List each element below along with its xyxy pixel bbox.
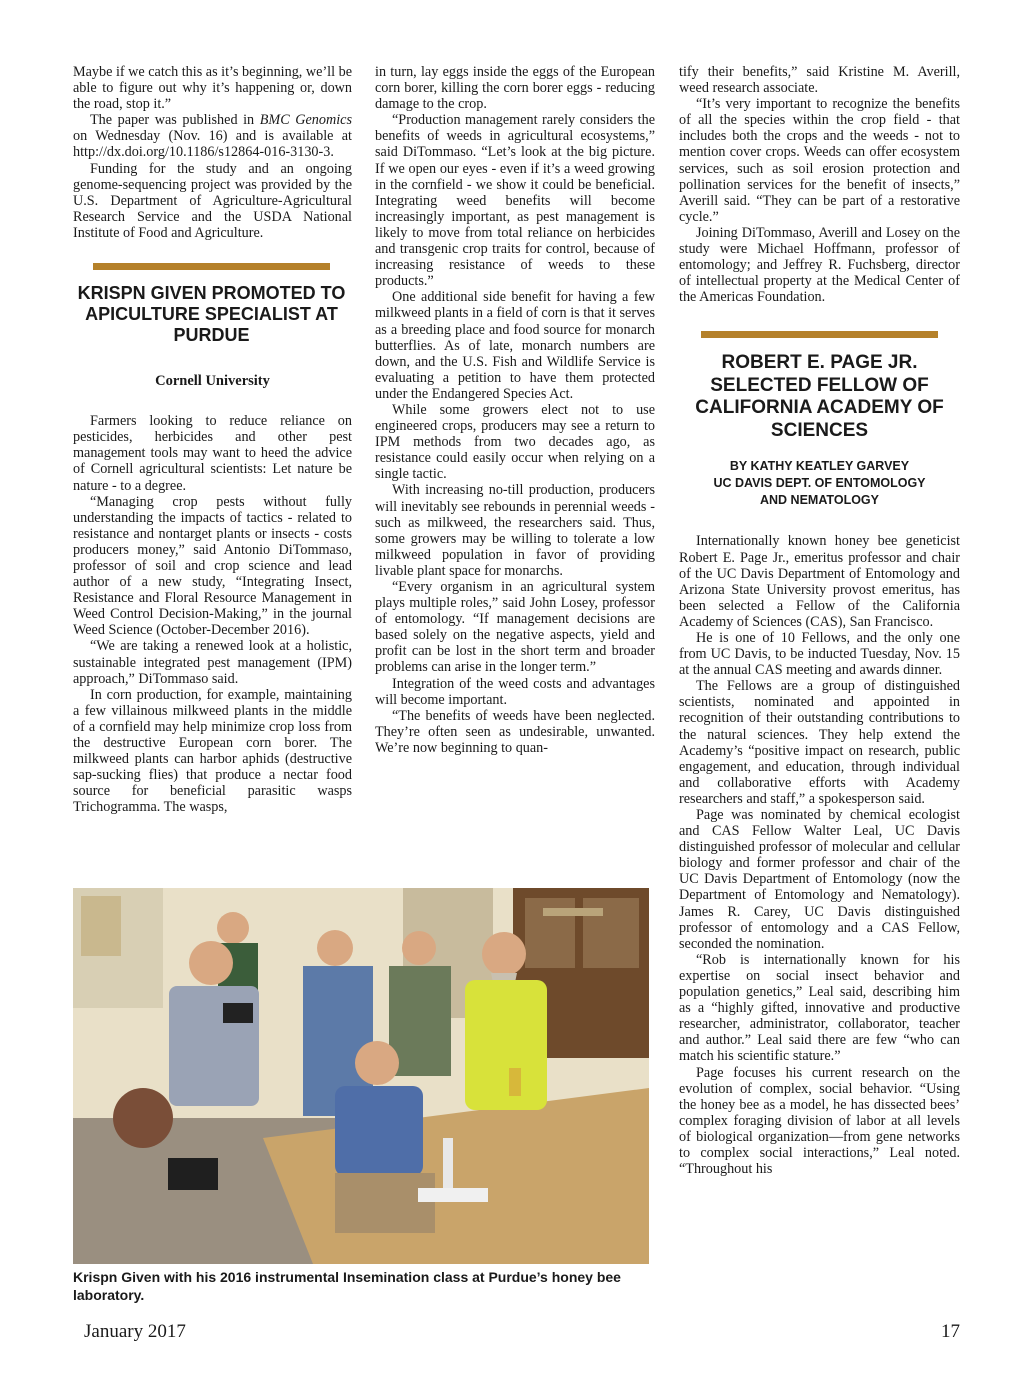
paragraph: Integration of the weed costs and advantages will become important. — [375, 675, 655, 708]
class-photo-illustration — [73, 888, 649, 1264]
paragraph: He is one of 10 Fellows, and the only one from UC Davis, to be inducted Tuesday, Nov. 15 at the annual CAS meeting and awards dinner. — [679, 629, 960, 679]
footer-date: January 2017 — [84, 1321, 186, 1342]
paragraph: Joining DiTommaso, Averill and Losey on the study were Michael Hoffmann, professor of entomology; and Jeffrey R. Fuchsberg, director of intellectual property at the Medical Center of the Americas Foundation. — [679, 224, 960, 306]
photo-caption: Krispn Given with his 2016 instrumental Insemination class at Purdue’s honey bee laboratory. — [73, 1269, 621, 1303]
paragraph — [73, 112, 352, 160]
paragraph: In corn production, for example, maintaining a few villainous milkweed plants in the middle of a cornfield may help minimize crop loss from the destructive European corn borer. The milkweed plants can harbor aphids (destructive sap-sucking flies) that produce a nectar food source for beneficial parasitic wasps Trichogramma. The wasps, — [73, 686, 352, 816]
article-title: KRISPN GIVEN PROMOTED TO APICULTURE SPECIALIST AT PURDUE — [77, 283, 346, 346]
paragraph: Page was nominated by chemical ecologist and CAS Fellow Walter Leal, UC Davis distinguished professor of molecular and cellular biology and former professor and chair of the UC Davis Department of Entomology (now the Department of Entomology and Nematology). James R. Carey, UC Davis distinguished professor of entomology and a CAS Fellow, seconded the nomination. — [679, 807, 960, 952]
class-photo — [73, 888, 649, 1264]
paragraph: “Every organism in an agricultural system plays multiple roles,” said John Losey, professor of entomology. “If management decisions are based solely on the negative aspects, yield and profit can be lost in the short term and broader problems can arise in the longer term.” — [375, 579, 655, 676]
footer-page-number: 17 — [941, 1321, 960, 1342]
text: on Wednesday (Nov. 16) and is available at http://dx.doi.org/10.1186/s12864-016-3130-3. — [73, 128, 352, 161]
column-3 — [679, 64, 960, 1177]
paragraph: “The benefits of weeds have been neglected. They’re often seen as undesirable, unwanted. We’re now beginning to quan- — [375, 707, 655, 756]
column-2 — [375, 64, 655, 756]
article-byline: Cornell University — [155, 373, 270, 390]
article-byline — [679, 458, 960, 509]
paragraph: While some growers elect not to use engineered crops, producers may see a return to IPM methods from two decades ago, as resistance could easily occur when relying on a single tactic. — [375, 401, 655, 483]
section-rule — [93, 263, 330, 270]
paragraph: One additional side benefit for having a few milkweed plants in a field of corn is that it serves as a breeding place and food source for monarch butterflies. As of late, monarch numbers are down, and the U.S. Fish and Wildlife Service is evaluating a petition to have them protected under the Endangered Species Act. — [375, 289, 655, 402]
section-rule — [701, 331, 938, 338]
paragraph: in turn, lay eggs inside the eggs of the European corn borer, killing the corn borer eggs - reducing damage to the crop. — [375, 64, 655, 113]
paragraph: Funding for the study and an ongoing genome-sequencing project was provided by the U.S. Department of Agriculture-Agricultural Research Service and the USDA National Institute of Food and Agriculture. — [73, 160, 352, 241]
paragraph: “Rob is internationally known for his expertise on social insect behavior and population genetics,” Leal said, describing him as a “highly gifted, innovative and productive researcher, administrator, collaborator, teacher and author.” Leal said there are few “who can match his scientific stature.” — [679, 951, 960, 1065]
article-title: ROBERT E. PAGE JR. SELECTED FELLOW OF CALIFORNIA ACADEMY OF SCIENCES — [695, 352, 944, 441]
column-1 — [73, 64, 352, 815]
text: The paper was published in — [90, 112, 260, 129]
paragraph: With increasing no-till production, producers will inevitably see rebounds in perennial weeds - such as milkweed, the researchers said. Thus, some growers may be willing to tolerate a low milkweed population in favor of providing livable plant space for monarchs. — [375, 482, 655, 579]
paragraph: “Production management rarely considers the benefits of weeds in agricultural ecosystems,” said DiTommaso. “Let’s look at the big picture. If we open our eyes - even if it’s a weed growing in the cornfield - we show it could be beneficial. Integrating weed benefits will become increasingly important, as pest management is likely to move from total reliance on herbicides and transgenic crop traits for control, because of increasing resistance of weeds to these products.” — [375, 112, 655, 290]
paragraph: Internationally known honey bee geneticist Robert E. Page Jr., emeritus professor and chair of the UC Davis Department of Entomology and Arizona State University provost emeritus, has been selected a Fellow of the California Academy of Sciences (CAS), San Francisco. — [679, 533, 960, 630]
paragraph: Farmers looking to reduce reliance on pesticides, herbicides and other pest management tools may want to heed the advice of Cornell agricultural scientists: Let nature be nature - to a degree. — [73, 413, 352, 494]
journal-title: BMC Genomics — [259, 112, 352, 129]
paragraph: The Fellows are a group of distinguished scientists, nominated and appointed in recognition of their outstanding contributions to the natural sciences. They help extend the Academy’s “positive impact on research, public engagement, and education, through individual and collaborative efforts with Academy researchers and staff,” a spokesperson said. — [679, 678, 960, 807]
paragraph: tify their benefits,” said Kristine M. Averill, weed research associate. — [679, 64, 960, 97]
paragraph: Maybe if we catch this as it’s beginning, we’ll be able to figure out why it’s happening or, down the road, stop it.” — [73, 64, 352, 113]
paragraph: “It’s very important to recognize the benefits of all the species within the crop field - that includes both the crops and the weeds - not to mention cover crops. Weeds can offer ecosystem services, such as soil erosion protection and pollination services for the benefit of insects,” Averill said. “They can be part of a restorative cycle.” — [679, 96, 960, 225]
paragraph: Page focuses his current research on the evolution of complex, social behavior. “Using the honey bee as a model, he has dissected bees’ complex foraging division of labor at all levels of biological organization—from gene networks to complex social interactions,” Leal noted. “Throughout his — [679, 1064, 960, 1178]
paragraph: “We are taking a renewed look at a holistic, sustainable integrated pest management (IPM) approach,” DiTommaso said. — [73, 638, 352, 687]
byline-author: BY KATHY KEATLEY GARVEY — [729, 459, 910, 474]
paragraph: “Managing crop pests without fully understanding the impacts of tactics - related to resistance and nontarget plants or insects - costs producers money,” said Antonio DiTommaso, professor of soil and crop science and lead author of a new study, “Integrating Insect, Resistance and Floral Resource Management in Weed Control Decision-Making,” in the journal Weed Science (October-December 2016). — [73, 493, 352, 639]
byline-dept-cont: AND NEMATOLOGY — [760, 493, 879, 508]
byline-dept: UC DAVIS DEPT. OF ENTOMOLOGY — [713, 476, 926, 491]
